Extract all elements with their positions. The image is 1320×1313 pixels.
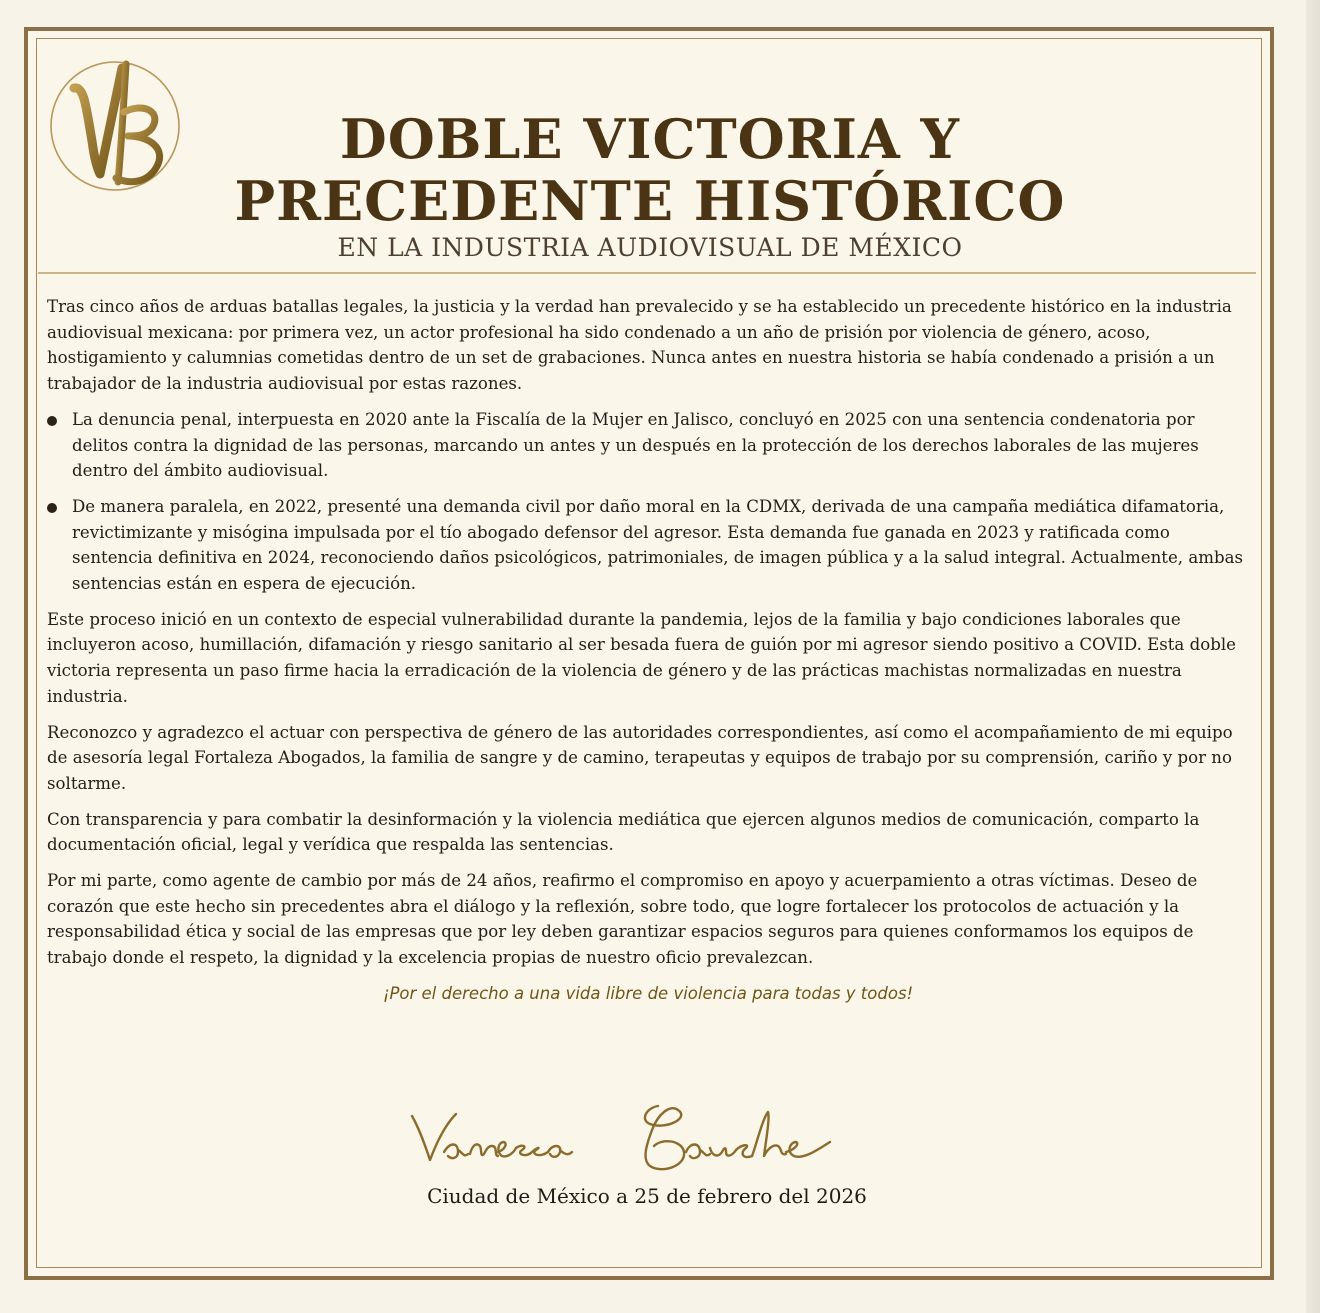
transparency-paragraph: Con transparencia y para combatir la desinformación y la violencia mediática que ejercen algunos medios de comunicación, comparto la documentación oficial, legal y verídica que respalda las sentencias. bbox=[47, 809, 1200, 855]
place-and-date: Ciudad de México a 25 de febrero del 2026 bbox=[427, 1184, 867, 1208]
bullet-text: De manera paralela, en 2022, presenté una demanda civil por daño moral en la CDMX, derivada de una campaña mediática difamatoria, revictimizante y misógina impulsada por el tío abogado defensor del agresor. Esta demanda fue ganada en 2023 y ratificada como sentencia definitiva en 2024, reconociendo daños psicológicos, patrimoniales, de imagen pública y a la salud integral. Actualmente, ambas sentencias están en espera de ejecución. bbox=[72, 496, 1243, 594]
commitment-paragraph: Por mi parte, como agente de cambio por más de 24 años, reafirmo el compromiso en apoyo y acuerpamiento a otras víctimas. Deseo de corazón que este hecho sin precedentes abra el diálogo y la reflexión, sobre todo, que logre fortalecer los protocolos de actuación y la responsabilidad ética y social de las empresas que por ley deben garantizar espacios seguros para quienes conformamos los equipos de trabajo donde el respeto, la dignidad y la excelencia propias de nuestro oficio prevalezcan. bbox=[47, 871, 1198, 968]
logo-letter-v bbox=[74, 68, 122, 174]
document-subtitle: EN LA INDUSTRIA AUDIOVISUAL DE MÉXICO bbox=[337, 233, 963, 262]
closing-slogan: ¡Por el derecho a una vida libre de violencia para todas y todos! bbox=[382, 984, 914, 1003]
bullet-text: La denuncia penal, interpuesta en 2020 ante la Fiscalía de la Mujer en Jalisco, concluyó en 2025 con una sentencia condenatoria por delitos contra la dignidad de las personas, marcando un antes y un después en la protección de los derechos laborales de las mujeres dentro del ámbito audiovisual. bbox=[72, 409, 1199, 481]
bullet-item-criminal-case bbox=[47, 407, 1249, 484]
statement-body bbox=[47, 294, 1249, 981]
document-title: DOBLE VICTORIA Y PRECEDENTE HISTÓRICO bbox=[234, 107, 1066, 233]
handwritten-signature bbox=[400, 1090, 900, 1180]
context-paragraph: Este proceso inició en un contexto de especial vulnerabilidad durante la pandemia, lejos de la familia y bajo condiciones laborales que incluyeron acoso, humillación, difamación y riesgo sanitario al ser besada fuera de guión por mi agresor siendo positivo a COVID. Esta doble victoria representa un paso firme hacia la erradicación de la violencia de género y de las prácticas machistas normalizadas en nuestra industria. bbox=[47, 609, 1236, 706]
page-edge bbox=[1306, 0, 1320, 1313]
intro-paragraph: Tras cinco años de arduas batallas legales, la justicia y la verdad han prevalecido y se ha establecido un precedente histórico en la industria audiovisual mexicana: por primera vez, un actor profesional ha sido condenado a un año de prisión por violencia de género, acoso, hostigamiento y calumnias cometidas dentro de un set de grabaciones. Nunca antes en nuestra historia se había condenado a prisión a un trabajador de la industria audiovisual por estas razones. bbox=[47, 297, 1232, 394]
header-divider bbox=[38, 272, 1256, 274]
bullet-dot-icon bbox=[47, 416, 57, 426]
verdict-bullet-list bbox=[47, 407, 1249, 597]
bullet-item-civil-case bbox=[47, 494, 1249, 597]
thanks-paragraph: Reconozco y agradezco el actuar con perspectiva de género de las autoridades correspondientes, así como el acompañamiento de mi equipo de asesoría legal Fortaleza Abogados, la familia de sangre y de camino, terapeutas y equipos de trabajo por su comprensión, cariño y por no soltarme. bbox=[47, 722, 1233, 793]
bullet-dot-icon bbox=[47, 503, 57, 513]
